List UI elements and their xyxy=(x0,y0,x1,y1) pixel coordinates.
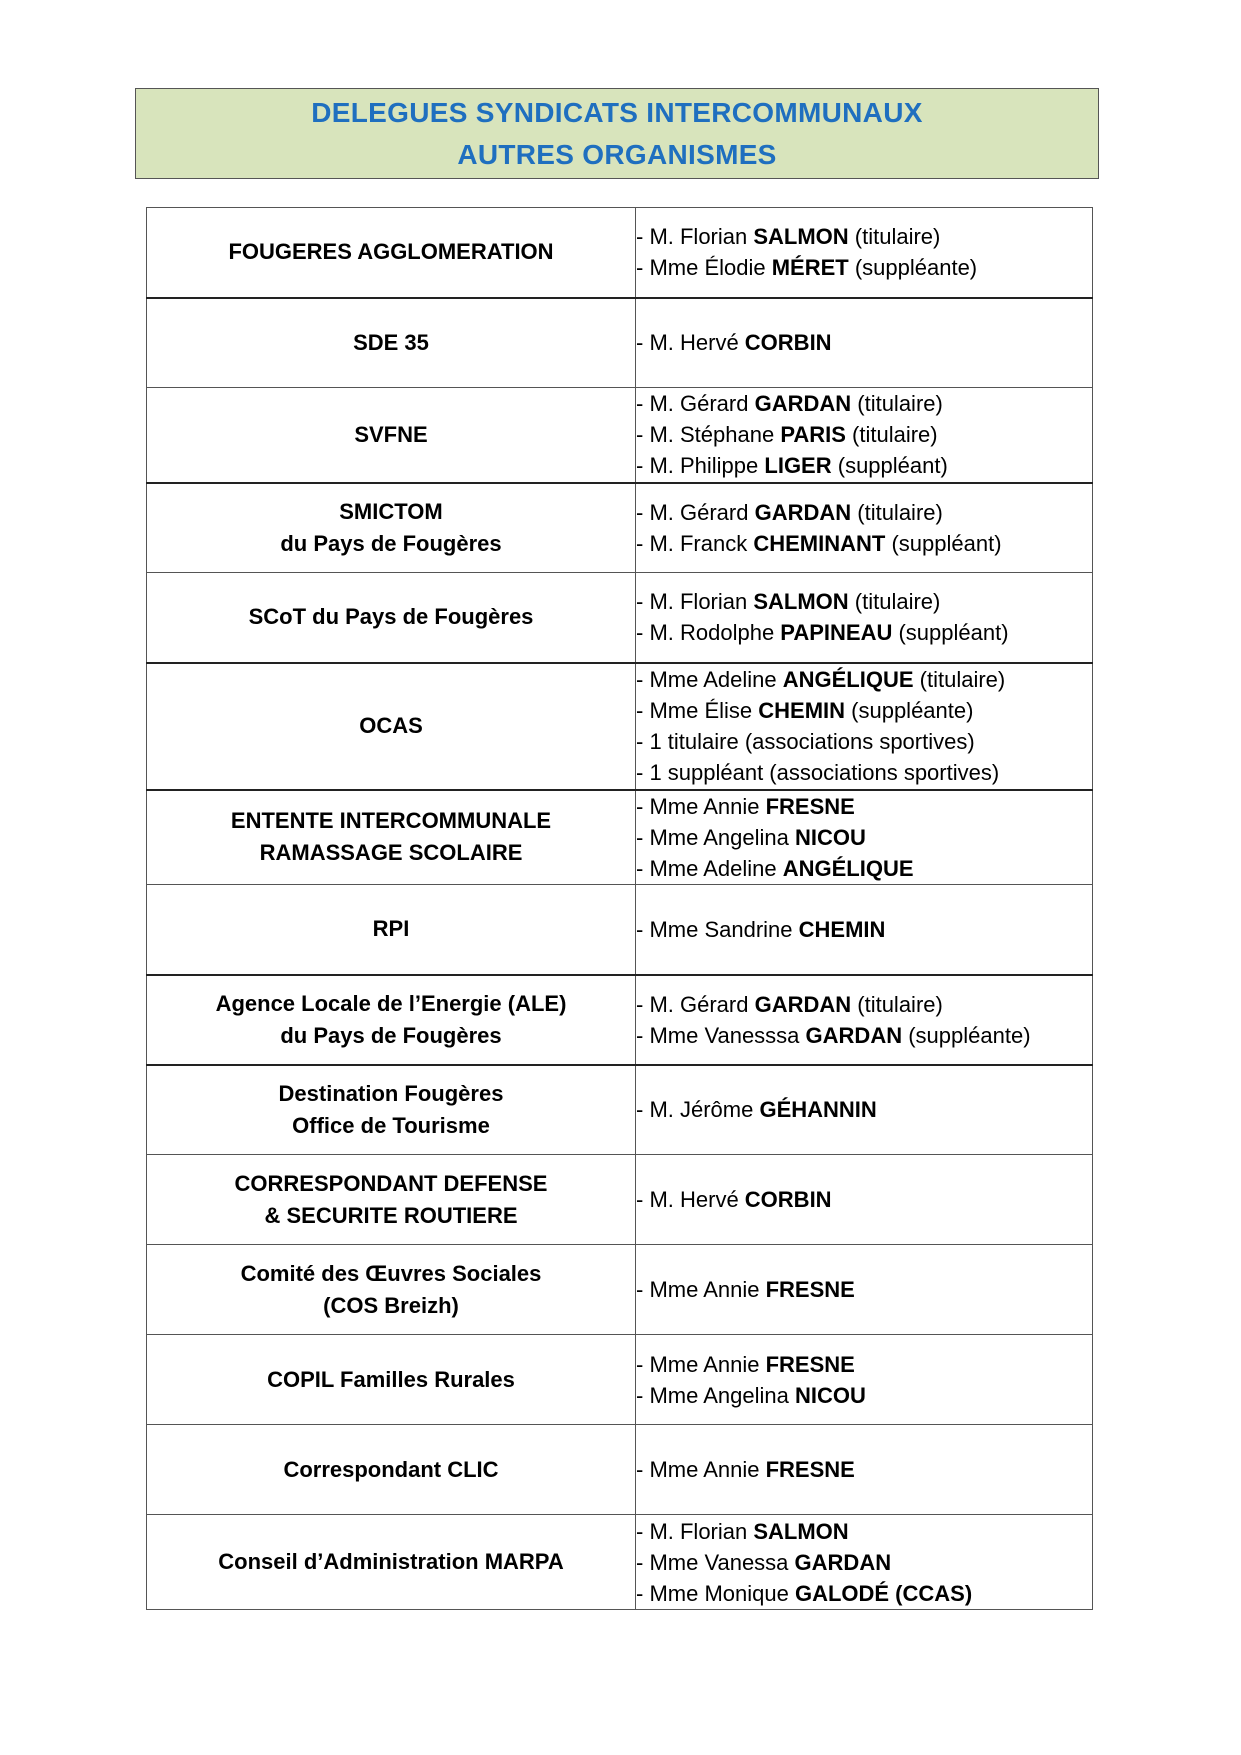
organization-cell xyxy=(147,790,636,885)
delegates-cell xyxy=(636,975,1093,1065)
organization-cell xyxy=(147,208,636,298)
delegate-suffix: (suppléant) xyxy=(831,453,948,479)
delegate-prefix: - M. Franck xyxy=(636,530,754,556)
organization-name-line: Destination Fougères xyxy=(278,1080,504,1106)
organization-cell xyxy=(147,1335,636,1425)
delegate-surname: PAPINEAU xyxy=(780,620,893,646)
delegate-surname: NICOU xyxy=(794,1382,866,1408)
table-row xyxy=(147,1425,1093,1515)
organization-cell xyxy=(147,573,636,663)
table-row xyxy=(147,298,1093,388)
organization-name-line: Agence Locale de l’Energie (ALE) xyxy=(215,990,567,1016)
header-title-line-1: DELEGUES SYNDICATS INTERCOMMUNAUX xyxy=(311,96,923,128)
delegate-surname: FRESNE xyxy=(765,1351,855,1377)
delegate-line xyxy=(636,1184,1092,1215)
delegate-surname: SALMON xyxy=(753,589,849,615)
delegate-prefix: - M. Philippe xyxy=(636,453,765,479)
delegate-prefix: - M. Gérard xyxy=(636,391,755,417)
delegate-surname: SALMON xyxy=(753,1518,849,1544)
organization-name-line: & SECURITE ROUTIERE xyxy=(264,1202,518,1228)
organization-name-line: du Pays de Fougères xyxy=(280,1022,502,1048)
document-header xyxy=(135,88,1099,179)
delegates-cell xyxy=(636,1245,1093,1335)
delegate-surname: CHEMIN xyxy=(798,916,886,942)
delegate-line xyxy=(636,791,1092,822)
delegates-table-body xyxy=(147,208,1093,1610)
delegate-surname: GARDAN xyxy=(754,991,852,1017)
delegate-prefix: - M. Stéphane xyxy=(636,422,781,448)
delegate-prefix: - M. Gérard xyxy=(636,499,755,525)
delegate-suffix: (titulaire) xyxy=(851,499,943,525)
organization-cell xyxy=(147,388,636,483)
delegates-table xyxy=(146,207,1093,1610)
delegate-surname: CHEMINANT xyxy=(753,530,886,556)
delegate-prefix: - Mme Sandrine xyxy=(636,916,799,942)
delegate-surname: FRESNE xyxy=(765,793,855,819)
delegate-line xyxy=(636,664,1092,695)
delegate-prefix: - Mme Annie xyxy=(636,1277,766,1302)
delegates-cell xyxy=(636,1515,1093,1610)
delegate-line xyxy=(636,914,1092,945)
delegate-suffix: (titulaire) xyxy=(848,589,941,615)
organization-name-line: SVFNE xyxy=(354,421,428,447)
delegate-line xyxy=(636,757,1092,788)
delegate-suffix: (suppléant) xyxy=(885,530,1002,556)
delegate-suffix: (titulaire) xyxy=(845,422,938,448)
delegate-line xyxy=(636,1094,1092,1125)
delegate-surname: ANGÉLIQUE xyxy=(782,667,914,692)
delegates-cell xyxy=(636,1425,1093,1515)
organization-name-line: Comité des Œuvres Sociales xyxy=(240,1260,542,1286)
organization-cell xyxy=(147,1425,636,1515)
delegate-prefix: - Mme Élodie xyxy=(636,255,772,281)
delegate-prefix: - M. Rodolphe xyxy=(636,620,781,646)
organization-name-line: Office de Tourisme xyxy=(292,1112,490,1138)
delegate-line xyxy=(636,221,1092,252)
delegate-line xyxy=(636,617,1092,648)
table-row xyxy=(147,663,1093,790)
delegate-line xyxy=(636,586,1092,617)
delegate-prefix: - Mme Adeline xyxy=(636,667,783,692)
delegates-cell xyxy=(636,790,1093,885)
organization-name-line: (COS Breizh) xyxy=(323,1292,459,1318)
delegate-line xyxy=(636,497,1092,528)
organization-cell xyxy=(147,1155,636,1245)
delegate-suffix: (suppléante) xyxy=(902,1022,1031,1048)
delegate-suffix: (titulaire) xyxy=(851,391,943,417)
delegate-surname: SALMON xyxy=(753,224,849,250)
delegate-surname: GÉHANNIN xyxy=(759,1097,877,1123)
table-row xyxy=(147,483,1093,573)
organization-cell xyxy=(147,1245,636,1335)
delegate-surname: ANGÉLIQUE xyxy=(782,855,914,881)
delegate-prefix: - Mme Vanessa xyxy=(636,1549,795,1575)
delegate-line xyxy=(636,1380,1092,1411)
delegates-cell xyxy=(636,1065,1093,1155)
delegate-prefix: - M. Florian xyxy=(636,224,754,250)
organization-cell xyxy=(147,298,636,388)
table-row xyxy=(147,885,1093,975)
delegate-line xyxy=(636,1454,1092,1485)
delegate-suffix: (suppléante) xyxy=(845,698,974,723)
delegate-surname: GARDAN xyxy=(794,1549,892,1575)
delegate-prefix: - Mme Monique xyxy=(636,1580,795,1606)
delegate-line xyxy=(636,419,1092,450)
delegate-surname: GARDAN xyxy=(805,1022,903,1048)
delegates-cell xyxy=(636,573,1093,663)
organization-name-line: ENTENTE INTERCOMMUNALE xyxy=(230,808,552,834)
delegate-line xyxy=(636,989,1092,1020)
table-row xyxy=(147,573,1093,663)
delegate-line xyxy=(636,252,1092,283)
delegate-prefix: - Mme Élise xyxy=(636,698,759,723)
delegates-cell xyxy=(636,885,1093,975)
delegate-surname: CHEMIN xyxy=(758,698,846,723)
delegate-line xyxy=(636,327,1092,358)
organization-name-line: Correspondant CLIC xyxy=(283,1456,499,1482)
organization-cell xyxy=(147,1515,636,1610)
delegate-suffix: (titulaire) xyxy=(851,991,943,1017)
delegate-line xyxy=(636,528,1092,559)
delegate-prefix: - Mme Vanesssa xyxy=(636,1022,806,1048)
delegate-prefix: - Mme Angelina xyxy=(636,1382,795,1408)
organization-name-line: Conseil d’Administration MARPA xyxy=(218,1549,564,1574)
delegate-surname: GARDAN xyxy=(754,391,852,417)
delegate-prefix: - M. Hervé xyxy=(636,1187,745,1212)
table-row xyxy=(147,1515,1093,1610)
delegate-line xyxy=(636,853,1092,884)
delegate-suffix: (titulaire) xyxy=(913,667,1006,692)
delegate-prefix: - Mme Adeline xyxy=(636,855,783,881)
delegate-prefix: - M. Hervé xyxy=(636,330,745,356)
delegate-line xyxy=(636,1578,1092,1609)
delegate-prefix: - M. Florian xyxy=(636,1518,754,1544)
delegate-prefix: - Mme Angelina xyxy=(636,824,795,850)
organization-cell xyxy=(147,885,636,975)
delegates-cell xyxy=(636,663,1093,790)
delegate-surname: PARIS xyxy=(780,422,846,448)
organization-name-line: RAMASSAGE SCOLAIRE xyxy=(259,840,523,866)
organization-cell xyxy=(147,975,636,1065)
delegate-surname: CORBIN xyxy=(744,330,832,356)
organization-name-line: du Pays de Fougères xyxy=(280,530,502,556)
organization-name-line: CORRESPONDANT DEFENSE xyxy=(234,1170,548,1196)
delegate-surname: FRESNE xyxy=(765,1277,855,1302)
delegate-prefix: - 1 titulaire (associations sportives) xyxy=(636,729,975,754)
delegates-cell xyxy=(636,1335,1093,1425)
organization-name-line: SCoT du Pays de Fougères xyxy=(248,604,534,630)
delegate-suffix: (suppléant) xyxy=(892,620,1009,646)
delegate-surname: LIGER xyxy=(764,453,832,479)
table-row xyxy=(147,1245,1093,1335)
table-row xyxy=(147,1335,1093,1425)
delegate-suffix: (titulaire) xyxy=(848,224,941,250)
delegate-prefix: - 1 suppléant (associations sportives) xyxy=(636,760,1000,785)
delegates-cell xyxy=(636,483,1093,573)
delegate-prefix: - Mme Annie xyxy=(636,1457,766,1482)
delegate-line xyxy=(636,695,1092,726)
delegate-line xyxy=(636,1020,1092,1051)
delegate-surname: MÉRET xyxy=(771,255,849,281)
organization-cell xyxy=(147,663,636,790)
organization-name-line: COPIL Familles Rurales xyxy=(267,1366,515,1392)
delegate-line xyxy=(636,1349,1092,1380)
organization-name-line: RPI xyxy=(372,916,410,942)
delegate-line xyxy=(636,1547,1092,1578)
table-row xyxy=(147,790,1093,885)
delegate-prefix: - M. Florian xyxy=(636,589,754,615)
organization-name-line: FOUGERES AGGLOMERATION xyxy=(228,239,554,265)
delegate-line xyxy=(636,726,1092,757)
delegates-cell xyxy=(636,208,1093,298)
table-row xyxy=(147,1065,1093,1155)
table-row xyxy=(147,975,1093,1065)
delegate-prefix: - Mme Annie xyxy=(636,793,766,819)
table-row xyxy=(147,1155,1093,1245)
delegate-line xyxy=(636,822,1092,853)
table-row xyxy=(147,208,1093,298)
organization-name-line: SMICTOM xyxy=(339,498,443,524)
delegates-cell xyxy=(636,1155,1093,1245)
delegate-line xyxy=(636,450,1092,481)
delegate-line xyxy=(636,388,1092,419)
table-row xyxy=(147,388,1093,483)
delegate-surname: GALODÉ (CCAS) xyxy=(794,1580,973,1606)
delegate-prefix: - M. Jérôme xyxy=(636,1097,760,1123)
delegate-line xyxy=(636,1516,1092,1547)
delegate-prefix: - M. Gérard xyxy=(636,991,755,1017)
delegates-cell xyxy=(636,388,1093,483)
delegate-prefix: - Mme Annie xyxy=(636,1351,766,1377)
delegate-surname: NICOU xyxy=(794,824,866,850)
delegate-line xyxy=(636,1274,1092,1305)
organization-name-line: SDE 35 xyxy=(353,329,429,355)
delegate-surname: GARDAN xyxy=(754,499,852,525)
delegate-suffix: (suppléante) xyxy=(848,255,978,281)
delegate-surname: FRESNE xyxy=(765,1457,855,1482)
organization-cell xyxy=(147,1065,636,1155)
organization-cell xyxy=(147,483,636,573)
organization-name-line: OCAS xyxy=(359,713,423,738)
delegates-cell xyxy=(636,298,1093,388)
header-title-line-2: AUTRES ORGANISMES xyxy=(457,138,777,170)
delegate-surname: CORBIN xyxy=(744,1187,832,1212)
